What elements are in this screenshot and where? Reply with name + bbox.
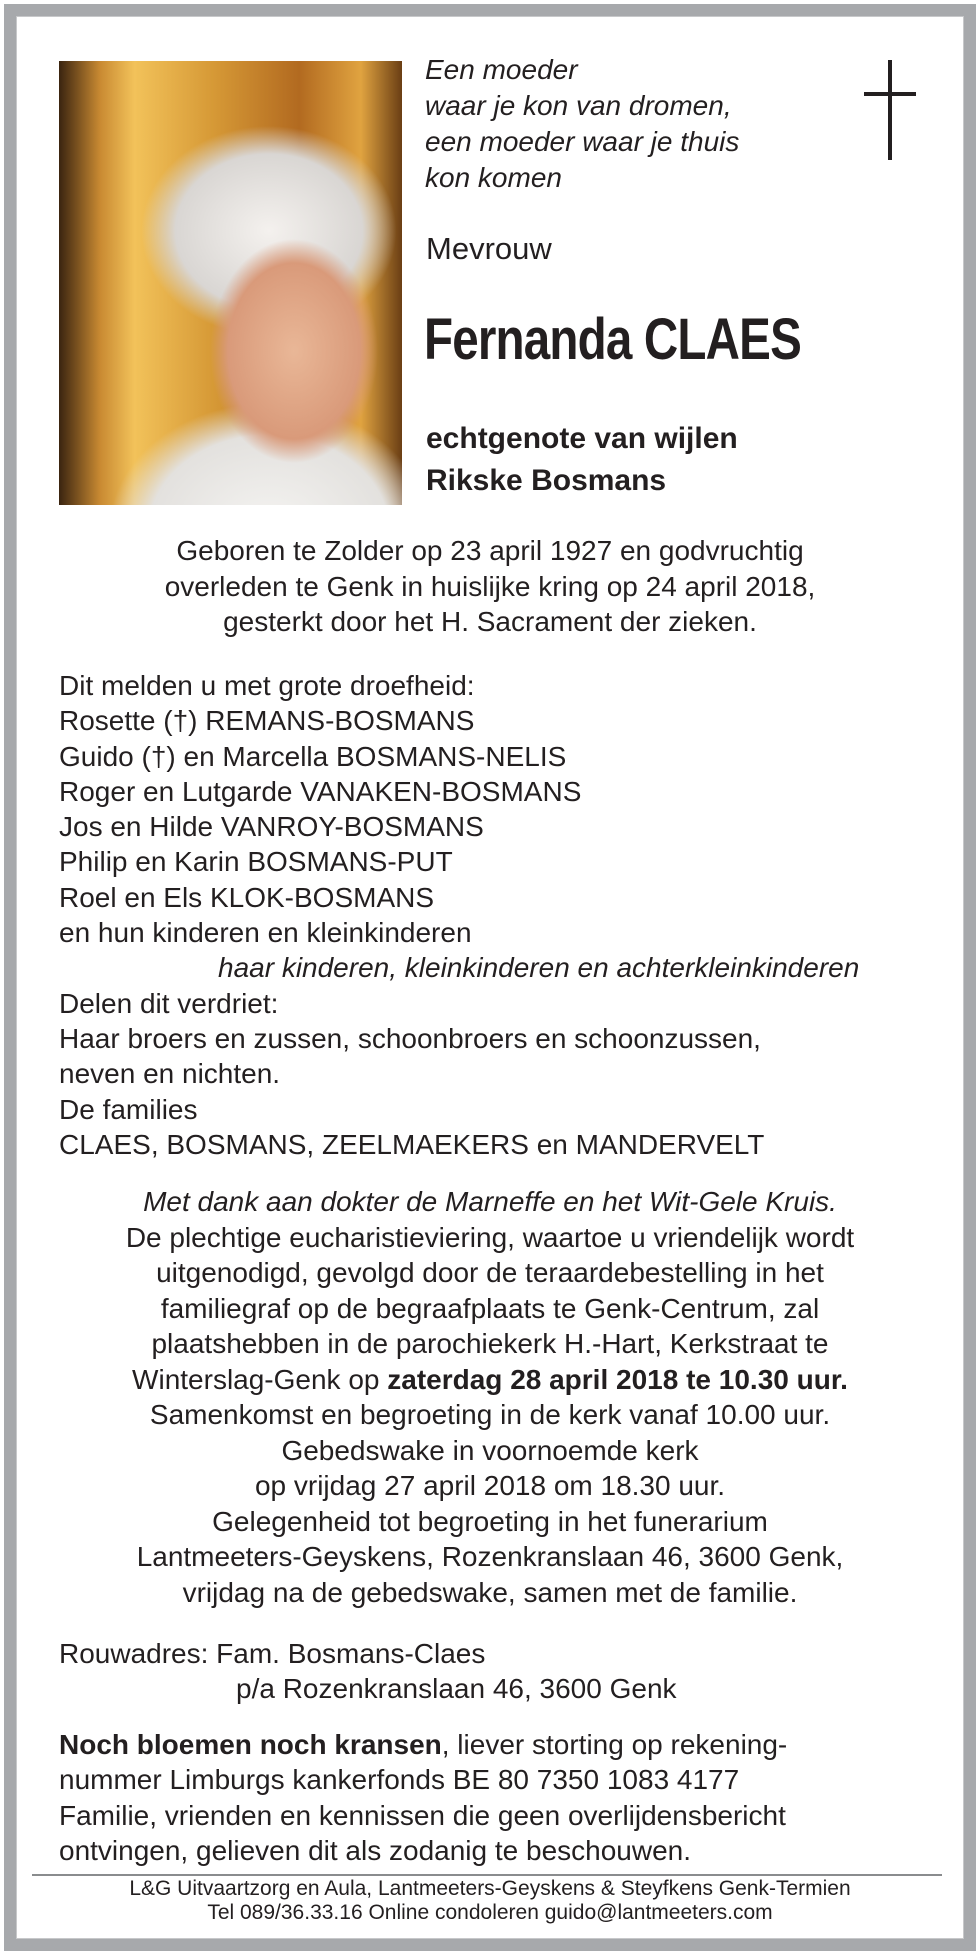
text-line: Gelegenheid tot begroeting in het funerarium: [212, 1505, 768, 1537]
share-line: Haar broers en zussen, schoonbroers en schoonzussen,: [59, 1022, 761, 1054]
portrait-photo: [59, 61, 402, 505]
text-line: Geboren te Zolder op 23 april 1927 en godvruchtig: [176, 535, 804, 566]
text-line: Samenkomst en begroeting in de kerk vanaf 10.00 uur.: [149, 1399, 831, 1430]
verse-line: Een moeder: [425, 54, 578, 85]
text-line: ontvingen, gelieven dit als zodanig te beschouwen.: [59, 1834, 691, 1866]
family-member: Roger en Lutgarde VANAKEN-BOSMANS: [59, 775, 582, 807]
family-member: Roel en Els KLOK-BOSMANS: [59, 881, 435, 913]
flowers-rest: , liever storting op rekening-: [441, 1729, 788, 1760]
service-date: zaterdag 28 april 2018 te 10.30 uur.: [387, 1363, 848, 1395]
mourning-address: [59, 1636, 939, 1707]
share-line: CLAES, BOSMANS, ZEELMAEKERS en MANDERVELT: [59, 1128, 765, 1160]
text-line: gesterkt door het H. Sacrament der zieken.: [223, 606, 757, 637]
footer: [40, 1877, 940, 1925]
text-line: De plechtige eucharistieviering, waartoe u vriendelijk wordt: [125, 1221, 855, 1253]
text-line: overleden te Genk in huislijke kring op 24 april 2018,: [164, 570, 816, 602]
deceased-name: Fernanda CLAES: [424, 307, 801, 372]
footer-line: Tel 089/36.33.16 Online condoleren guido@lantmeeters.com: [207, 1901, 773, 1924]
spouse-line: echtgenote van wijlen: [426, 422, 738, 455]
family-member: Jos en Hilde VANROY-BOSMANS: [59, 811, 484, 843]
text-line: Familie, vrienden en kennissen die geen overlijdensbericht: [59, 1799, 786, 1831]
family-relation: haar kinderen, kleinkinderen en achterkleinkinderen: [218, 952, 860, 984]
family-member: en hun kinderen en kleinkinderen: [59, 917, 472, 949]
text-line: familiegraf op de begraafplaats te Genk-Centrum, zal: [160, 1292, 820, 1324]
address-line: p/a Rozenkranslaan 46, 3600 Genk: [236, 1673, 677, 1705]
birth-death-text: [40, 533, 940, 640]
share-intro: Delen dit verdriet:: [59, 987, 279, 1019]
memorial-verse: [425, 52, 845, 196]
address-label: Rouwadres: Fam. Bosmans-Claes: [59, 1638, 486, 1669]
family-member: Rosette (†) REMANS-BOSMANS: [59, 705, 475, 737]
family-member: Guido (†) en Marcella BOSMANS-NELIS: [59, 740, 567, 772]
cross-icon: [864, 60, 916, 160]
text-line: nummer Limburgs kankerfonds BE 80 7350 1083 4177: [59, 1764, 740, 1796]
spouse-info: [426, 418, 738, 502]
service-date-line: [40, 1362, 940, 1398]
date-prefix: Winterslag-Genk op: [132, 1363, 388, 1395]
footer-divider: [32, 1874, 942, 1876]
share-line: De families: [59, 1093, 198, 1125]
text-line: uitgenodigd, gevolgd door de teraardebestelling in het: [156, 1257, 824, 1288]
thanks-line: Met dank aan dokter de Marneffe en het Wit-Gele Kruis.: [143, 1186, 837, 1217]
flowers-notice: [59, 1727, 939, 1868]
flowers-bold: Noch bloemen noch kransen: [59, 1729, 442, 1760]
honorific: Mevrouw: [426, 231, 552, 266]
footer-line: L&G Uitvaartzorg en Aula, Lantmeeters-Geyskens & Steyfkens Genk-Termien: [129, 1877, 851, 1900]
text-line: Lantmeeters-Geyskens, Rozenkranslaan 46, 3600 Genk,: [136, 1541, 844, 1572]
ceremony-details: [40, 1184, 940, 1610]
verse-line: een moeder waar je thuis: [425, 126, 740, 157]
family-intro: Dit melden u met grote droefheid:: [59, 670, 475, 701]
text-line: vrijdag na de gebedswake, samen met de familie.: [182, 1576, 798, 1608]
verse-line: waar je kon van dromen,: [425, 90, 732, 121]
flowers-line: [59, 1727, 939, 1762]
family-list: [59, 668, 939, 1162]
spouse-line: Rikske Bosmans: [426, 464, 667, 497]
text-line: Gebedswake in voornoemde kerk: [281, 1434, 699, 1466]
family-member: Philip en Karin BOSMANS-PUT: [59, 846, 453, 878]
share-line: neven en nichten.: [59, 1058, 281, 1090]
text-line: op vrijdag 27 april 2018 om 18.30 uur.: [254, 1470, 726, 1501]
text-line: plaatshebben in de parochiekerk H.-Hart, Kerkstraat te: [151, 1328, 829, 1359]
verse-line: kon komen: [425, 162, 562, 193]
